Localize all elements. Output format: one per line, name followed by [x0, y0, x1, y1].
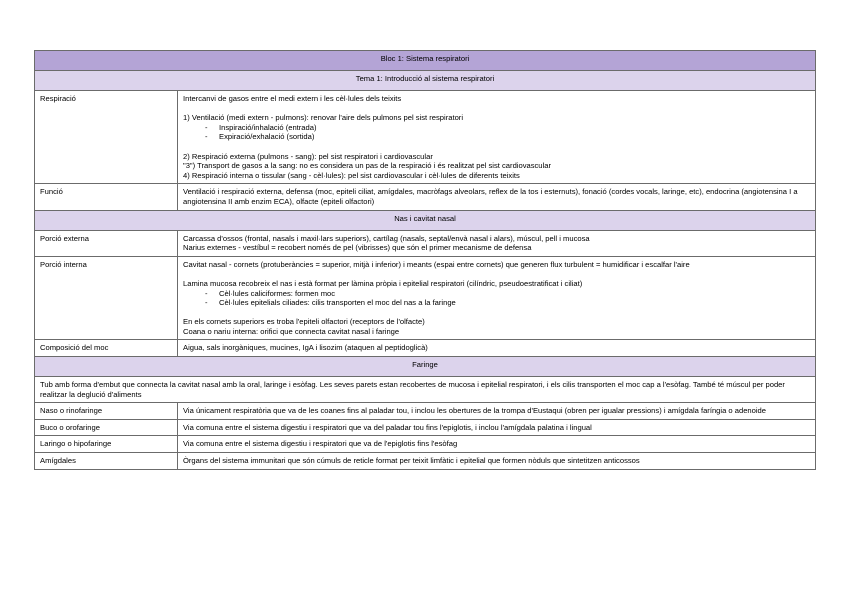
row-content	[178, 184, 816, 210]
content-line: Coana o nariu interna: orifici que connecta cavitat nasal i faringe	[183, 326, 400, 336]
row-content	[178, 453, 816, 470]
content-line: Òrgans del sistema immunitari que són cúmuls de reticle format per teixit limfàtic i epitelial que formen nòduls que sintetitzen anticossos	[183, 456, 640, 466]
content-line: 1) Ventilació (medi extern - pulmons): renovar l'aire dels pulmons pel sist respiratori	[183, 113, 464, 123]
row-label: Amígdales	[35, 453, 178, 470]
row-content	[178, 91, 816, 184]
row-label: Funció	[35, 184, 178, 210]
row-label: Porció interna	[35, 256, 178, 340]
title-row	[35, 51, 816, 71]
section-intro: Tub amb forma d'embut que connecta la cavitat nasal amb la oral, laringe i esòfag. Les seves parets estan recobertes de mucosa i epitelial respiratori, i els cilis transporten el moc cap a l'esòfag. També té múscul per poder realitzar la deglució d'aliments	[35, 377, 816, 403]
bullet-item: - Inspiració/inhalació (entrada)	[205, 123, 810, 133]
content-line: Intercanvi de gasos entre el medi extern i les cèl·lules dels teixits	[183, 94, 402, 103]
content-line: 4) Respiració interna o tissular (sang - cèl·lules): pel sist cardiovascular i cèl·lules de diferents teixits	[183, 170, 520, 180]
table-row	[35, 419, 816, 436]
paragraph-gap	[183, 269, 810, 279]
content-line: 2) Respiració externa (pulmons - sang): pel sist respiratori i cardiovascular	[183, 151, 433, 161]
content-line: En els cornets superiors es troba l'epiteli olfactori (receptors de l'olfacte)	[183, 317, 425, 327]
table-row	[35, 184, 816, 210]
table-row	[35, 436, 816, 453]
section-intro-row	[35, 377, 816, 403]
bullet-list	[183, 289, 810, 308]
row-label: Buco o orofaringe	[35, 419, 178, 436]
content-line: Lamina mucosa recobreix el nas i està format per làmina pròpia i epitelial respiratori (cilíndric, pseudoestratificat i ciliat)	[183, 278, 583, 288]
row-content	[178, 340, 816, 357]
section-heading-row	[35, 210, 816, 230]
bullet-item: - Expiració/exhalació (sortida)	[205, 132, 810, 142]
content-line: Narius externes - vestíbul = recobert només de pel (vibrisses) que són el primer mecanisme de defensa	[183, 243, 532, 253]
section-heading: Faringe	[35, 357, 816, 377]
paragraph-gap	[183, 104, 810, 114]
row-label: Composició del moc	[35, 340, 178, 357]
row-label: Respiració	[35, 91, 178, 184]
paragraph-gap	[183, 142, 810, 152]
content-line: Carcassa d'ossos (frontal, nasals i maxil·lars superiors), cartílag (nasals, septal/envà nasal i alars), múscul, pell i mucosa	[183, 233, 590, 243]
bullet-item: - Cèl·lules caliciformes: formen moc	[205, 289, 810, 299]
row-label: Naso o rinofaringe	[35, 403, 178, 420]
table-row	[35, 230, 816, 256]
table-row	[35, 453, 816, 470]
row-content	[178, 436, 816, 453]
section-heading-row	[35, 357, 816, 377]
row-content	[178, 419, 816, 436]
table-row	[35, 340, 816, 357]
row-content	[178, 256, 816, 340]
content-line: Via únicament respiratòria que va de les coanes fins al paladar tou, i inclou les obertures de la trompa d'Eustaqui (obren per igualar pressions) i amígdala faríngia o adenoide	[183, 406, 766, 416]
row-label: Porció externa	[35, 230, 178, 256]
content-line: Via comuna entre el sistema digestiu i respiratori que va del paladar tou fins l'epiglotis, i inclou l'amígdala palatina i lingual	[183, 422, 592, 432]
section-heading-row	[35, 71, 816, 91]
section-heading: Nas i cavitat nasal	[35, 210, 816, 230]
content-line: Via comuna entre el sistema digestiu i respiratori que va de l'epiglotis fins l'esòfag	[183, 439, 458, 449]
bullet-item: - Cèl·lules epitelials ciliades: cilis transporten el moc del nas a la faringe	[205, 298, 810, 308]
content-line: "3") Transport de gasos a la sang: no es considera un pas de la respiració i és realitzat pel sist cardiovascular	[183, 161, 551, 171]
content-line: Aigua, sals inorgàniques, mucines, IgA i lisozim (ataquen al peptidoglicà)	[183, 343, 428, 353]
section-heading: Tema 1: Introducció al sistema respiratori	[35, 71, 816, 91]
row-content	[178, 403, 816, 420]
content-line: Ventilació i respiració externa, defensa (moc, epiteli ciliat, amígdales, macròfags alveolars, reflex de la tos i esternuts), fonació (cordes vocals, laringe, etc), endocrina (angiotensina I a angiotensina II amb enzim ECA), olfacte (epiteli olfactori)	[183, 187, 798, 206]
row-content	[178, 230, 816, 256]
row-label: Laringo o hipofaringe	[35, 436, 178, 453]
document-table	[34, 50, 816, 470]
table-row	[35, 91, 816, 184]
paragraph-gap	[183, 308, 810, 318]
table-row	[35, 256, 816, 340]
content-line: Cavitat nasal - cornets (protuberàncies = superior, mitjà i inferior) i meants (espai entre cornets) que generen flux turbulent = humidificar i escalfar l'aire	[183, 259, 690, 269]
table-row	[35, 403, 816, 420]
bullet-list	[183, 123, 810, 142]
document-body	[35, 51, 816, 470]
document-title: Bloc 1: Sistema respiratori	[35, 51, 816, 71]
